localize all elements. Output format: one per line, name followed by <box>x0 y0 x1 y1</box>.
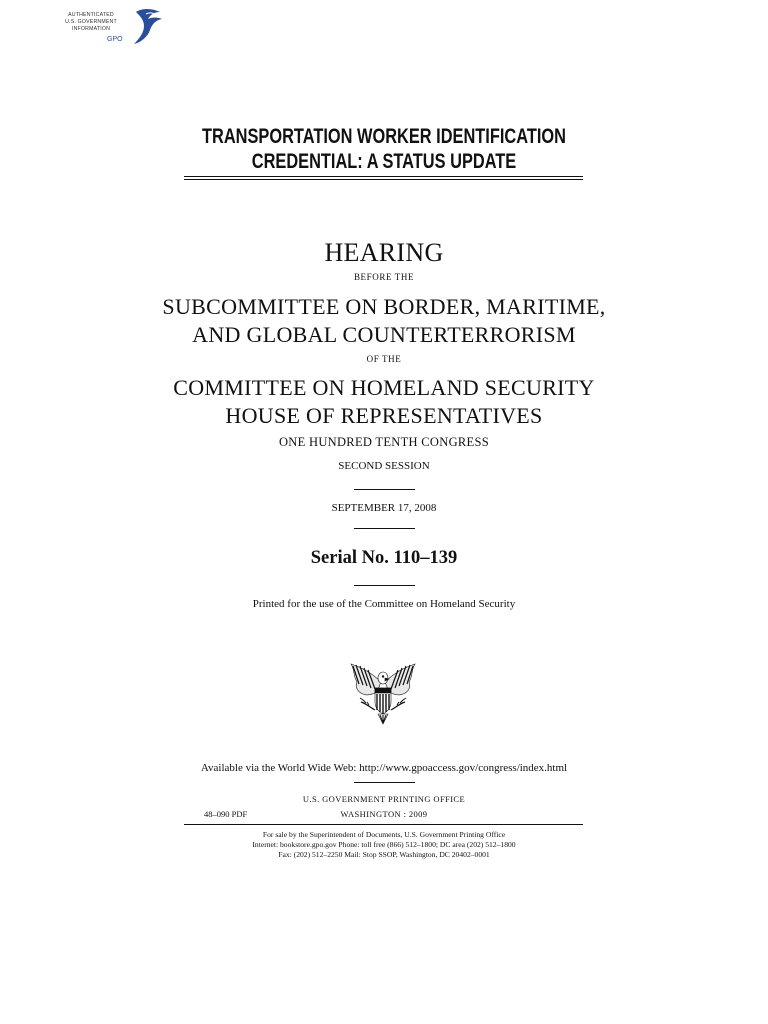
office-location: WASHINGTON <box>340 809 402 819</box>
logo-gpo-text: GPO <box>107 36 123 43</box>
committee-line-1: COMMITTEE ON HOMELAND SECURITY <box>173 375 595 400</box>
printing-office-name: U.S. GOVERNMENT PRINTING OFFICE <box>302 794 466 804</box>
subcommittee-line-1: SUBCOMMITTEE ON BORDER, MARITIME, <box>162 294 606 319</box>
sale-line-2: Internet: bookstore.gpo.gov Phone: toll free (866) 512–1800; DC area (202) 512–1800 <box>252 840 516 849</box>
committee-line-2: HOUSE OF REPRESENTATIVES <box>225 403 543 428</box>
subcommittee-line-2: AND GLOBAL COUNTERTERRORISM <box>192 322 576 347</box>
document-number: 48–090 PDF <box>204 809 248 819</box>
serial-number: Serial No. 110–139 <box>310 548 458 568</box>
title-rule-bottom <box>184 179 583 180</box>
logo-text-line: U.S. GOVERNMENT <box>65 19 117 25</box>
logo-text-line: INFORMATION <box>71 26 111 32</box>
document-title <box>84 124 683 174</box>
of-the-text: OF THE <box>366 354 402 364</box>
title-line-1: TRANSPORTATION WORKER IDENTIFICATION <box>202 125 566 148</box>
gpo-eagle-icon <box>132 6 166 46</box>
availability-text: Available via the World Wide Web: http://www.gpoaccess.gov/congress/index.html <box>200 762 568 774</box>
logo-text-line: AUTHENTICATED <box>68 12 114 18</box>
office-rule <box>184 824 583 825</box>
availability-rule <box>354 782 415 783</box>
sale-information <box>0 830 768 860</box>
eagle-seal-icon <box>347 658 419 728</box>
congress-text: ONE HUNDRED TENTH CONGRESS <box>278 435 489 449</box>
location-separator: : <box>403 809 407 819</box>
session-text: SECOND SESSION <box>338 460 430 472</box>
sale-line-1: For sale by the Superintendent of Documents, U.S. Government Printing Office <box>262 830 506 839</box>
sale-line-3: Fax: (202) 512–2250 Mail: Stop SSOP, Washington, DC 20402–0001 <box>278 850 490 859</box>
before-the-text: BEFORE THE <box>353 272 415 282</box>
office-location-line <box>0 809 768 819</box>
hearing-date: SEPTEMBER 17, 2008 <box>331 502 437 514</box>
date-rule-bottom <box>354 528 415 529</box>
title-rule-top <box>184 176 583 177</box>
office-year: 2009 <box>408 809 428 819</box>
date-rule-top <box>354 489 415 490</box>
printed-for-text: Printed for the use of the Committee on Homeland Security <box>252 598 516 610</box>
serial-rule <box>354 585 415 586</box>
title-line-2: CREDENTIAL: A STATUS UPDATE <box>251 150 517 173</box>
gpo-authentication-logo <box>60 6 148 48</box>
hearing-heading: HEARING <box>324 238 444 267</box>
